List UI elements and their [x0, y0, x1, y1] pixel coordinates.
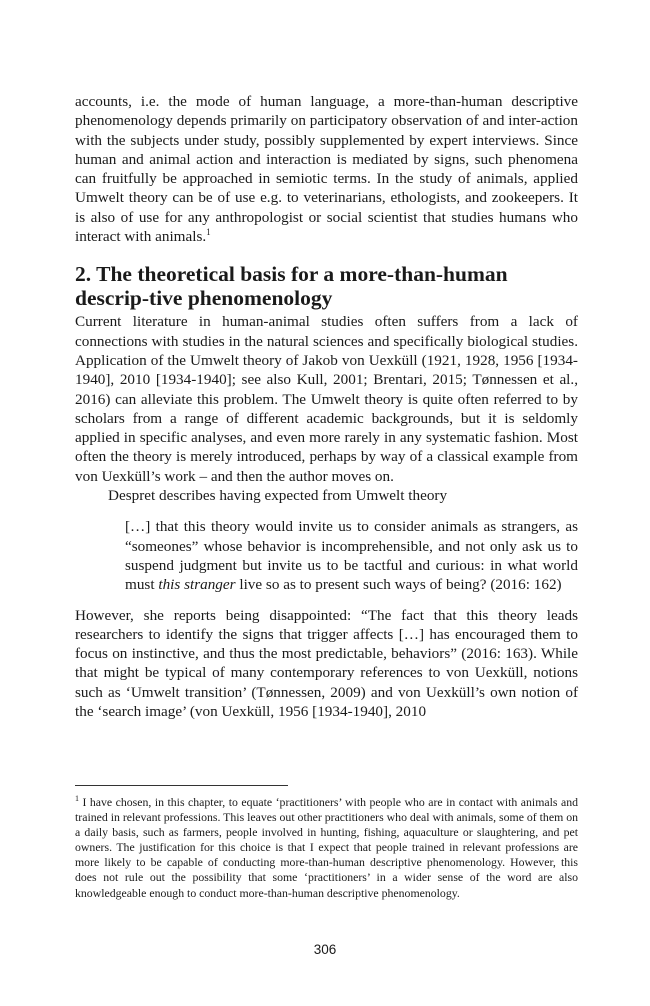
paragraph-intro-text: accounts, i.e. the mode of human language, a more-than-human descriptive phenomenology depends primarily on participatory observation of and inter-action with the subjects under study, possibly supplemented by expert interviews. Since human and animal action and interaction is mediated by signs, such phenomena can fruitfully be approached in semiotic terms. In the study of animals, applied Umwelt theory can be of use e.g. to veterinarians, ethologists, and zookeepers. It is also of use for any anthropologist or social scientist that studies humans who interact with animals. [75, 93, 578, 246]
footnote-text: I have chosen, in this chapter, to equate ‘practitioners’ with people who are in contact with animals and trained in relevant professions. This leaves out other practitioners who deal with animals, some of them on a daily basis, such as farmers, people involved in hunting, fishing, aquaculture or slaughtering, and pet owners. The justification for this choice is that I expect that people trained in relevant professions are more likely to be capable of conducting more-than-human descriptive phenomenology. However, this does not rule out the possibility that some ‘practitioners’ in a wider sense of the word are also knowledgeable enough to conduct more-than-human descriptive phenomenology. [75, 795, 578, 900]
section-heading: 2. The theoretical basis for a more-than-human descrip-tive phenomenology [75, 262, 508, 311]
paragraph-despret: Despret describes having expected from Umwelt theory [108, 487, 448, 505]
block-quote [125, 517, 578, 594]
page-number: 306 [313, 942, 337, 957]
footnote-divider [75, 785, 288, 786]
block-quote-part1: […] that this theory would invite us to consider animals as strangers, as “someones” whose behavior is incomprehensible, and not only ask us to suspend judgment but invite us to be tactful and curious: in what world must [125, 518, 578, 594]
paragraph-intro [75, 92, 578, 246]
block-quote-text [125, 517, 578, 594]
block-quote-part2: live so as to present such ways of being? (2016: 162) [235, 576, 562, 594]
footnote-ref[interactable]: 1 [206, 227, 211, 238]
block-quote-italic: this stranger [158, 576, 236, 594]
paragraph-disappointed: However, she reports being disappointed: “The fact that this theory leads researchers to identify the signs that trigger affects […] has encouraged them to focus on instinctive, and thus the most predictable, behaviors” (2016: 163). While that might be typical of many contemporary references to von Uexküll, notions such as ‘Umwelt transition’ (Tønnessen, 2009) and von Uexküll’s own notion of the ‘search image’ (von Uexküll, 1956 [1934-1940], 2010 [75, 606, 578, 721]
footnote-number: 1 [75, 794, 79, 803]
paragraph-literature: Current literature in human-animal studies often suffers from a lack of connections with studies in the natural sciences and specifically biological studies. Application of the Umwelt theory of Jakob von Uexküll (1921, 1928, 1956 [1934-1940], 2010 [1934-1940]; see also Kull, 2001; Brentari, 2015; Tønnessen et al., 2016) can alleviate this problem. The Umwelt theory is quite often referred to by scholars from a range of different academic backgrounds, but it is seldomly applied in specific analyses, and even more rarely in any systematic fashion. Most often the theory is merely introduced, perhaps by way of a classical example from von Uexküll’s work – and then the author moves on. [75, 313, 578, 485]
page-body [75, 92, 578, 721]
footnote [75, 795, 578, 901]
